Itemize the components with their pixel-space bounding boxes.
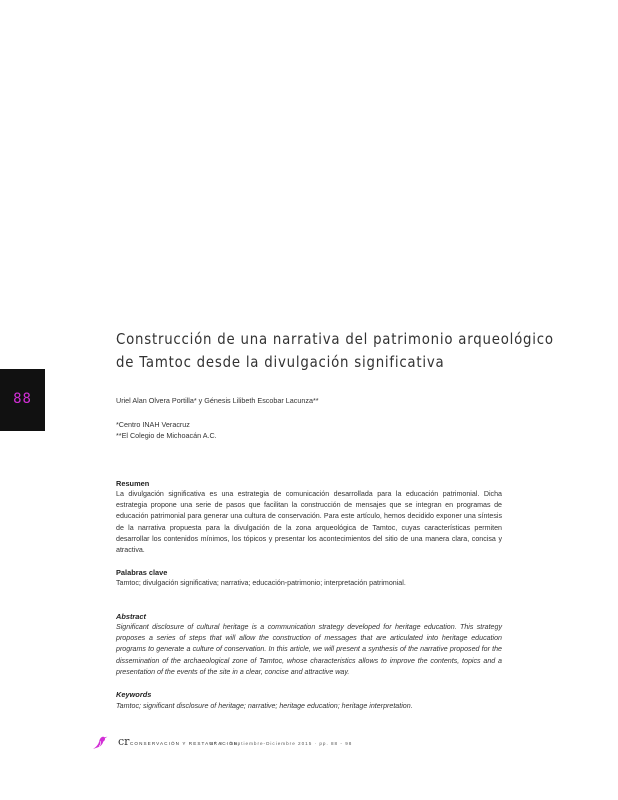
page-number: 88 [13,391,32,407]
journal-issue: N° 8 · Septiembre-Diciembre 2015 · pp. 88 - 98 [210,741,353,746]
resumen-heading: Resumen [116,479,150,488]
authors: Uriel Alan Olvera Portilla* y Génesis Lilibeth Escobar Lacunza** [116,396,319,405]
hummingbird-icon [92,733,108,751]
affiliations [116,419,217,441]
journal-logo: cr [118,735,130,748]
affiliation-2: **El Colegio de Michoacán A.C. [116,431,217,440]
abstract-text: Significant disclosure of cultural heritage is a communication strategy developed for heritage education. This strategy proposes a series of steps that will allow the construction of messages that are articulated into heritage education programs to generate a culture of conservation. In this article, we will present a synthesis of the narrative proposed for the dissemination of the archaeological zone of Tamtoc, whose characteristics allows to improve the contents, topics and a presentation of the events of the site in a clear, concise and attractive way. [116,623,502,676]
keywords-text: Tamtoc; significant disclosure of heritage; narrative; heritage education; heritage interpretation. [116,702,413,710]
journal-name: CONSERVACIÓN Y RESTAURACIÓN [130,741,239,746]
title-line-1: Construcción de una narrativa del patrimonio arqueológico [116,330,554,348]
palabras-clave-text: Tamtoc; divulgación significativa; narrativa; educación-patrimonio; interpretación patrimonial. [116,579,406,587]
palabras-clave-heading: Palabras clave [116,568,168,577]
keywords-heading: Keywords [116,690,152,699]
resumen-text: La divulgación significativa es una estrategia de comunicación desarrollada para la educación patrimonial. Dicha estrategia propone una serie de pasos que facilitan la construcción de mensajes que se integran en programas de educación patrimonial para generar una cultura de conservación. Para este artículo, hemos decidido exponer una síntesis de la narrativa propuesta para la divulgación de la zona arqueológica de Tamtoc, cuyas características permiten desarrollar los contenidos mínimos, los tópicos y presentar los acontecimientos del sitio de una manera clara, concisa y atractiva. [116,490,502,555]
abstract-heading: Abstract [116,612,146,621]
title-line-2: de Tamtoc desde la divulgación significativa [116,353,445,371]
article-title [116,328,554,374]
affiliation-1: *Centro INAH Veracruz [116,420,190,429]
